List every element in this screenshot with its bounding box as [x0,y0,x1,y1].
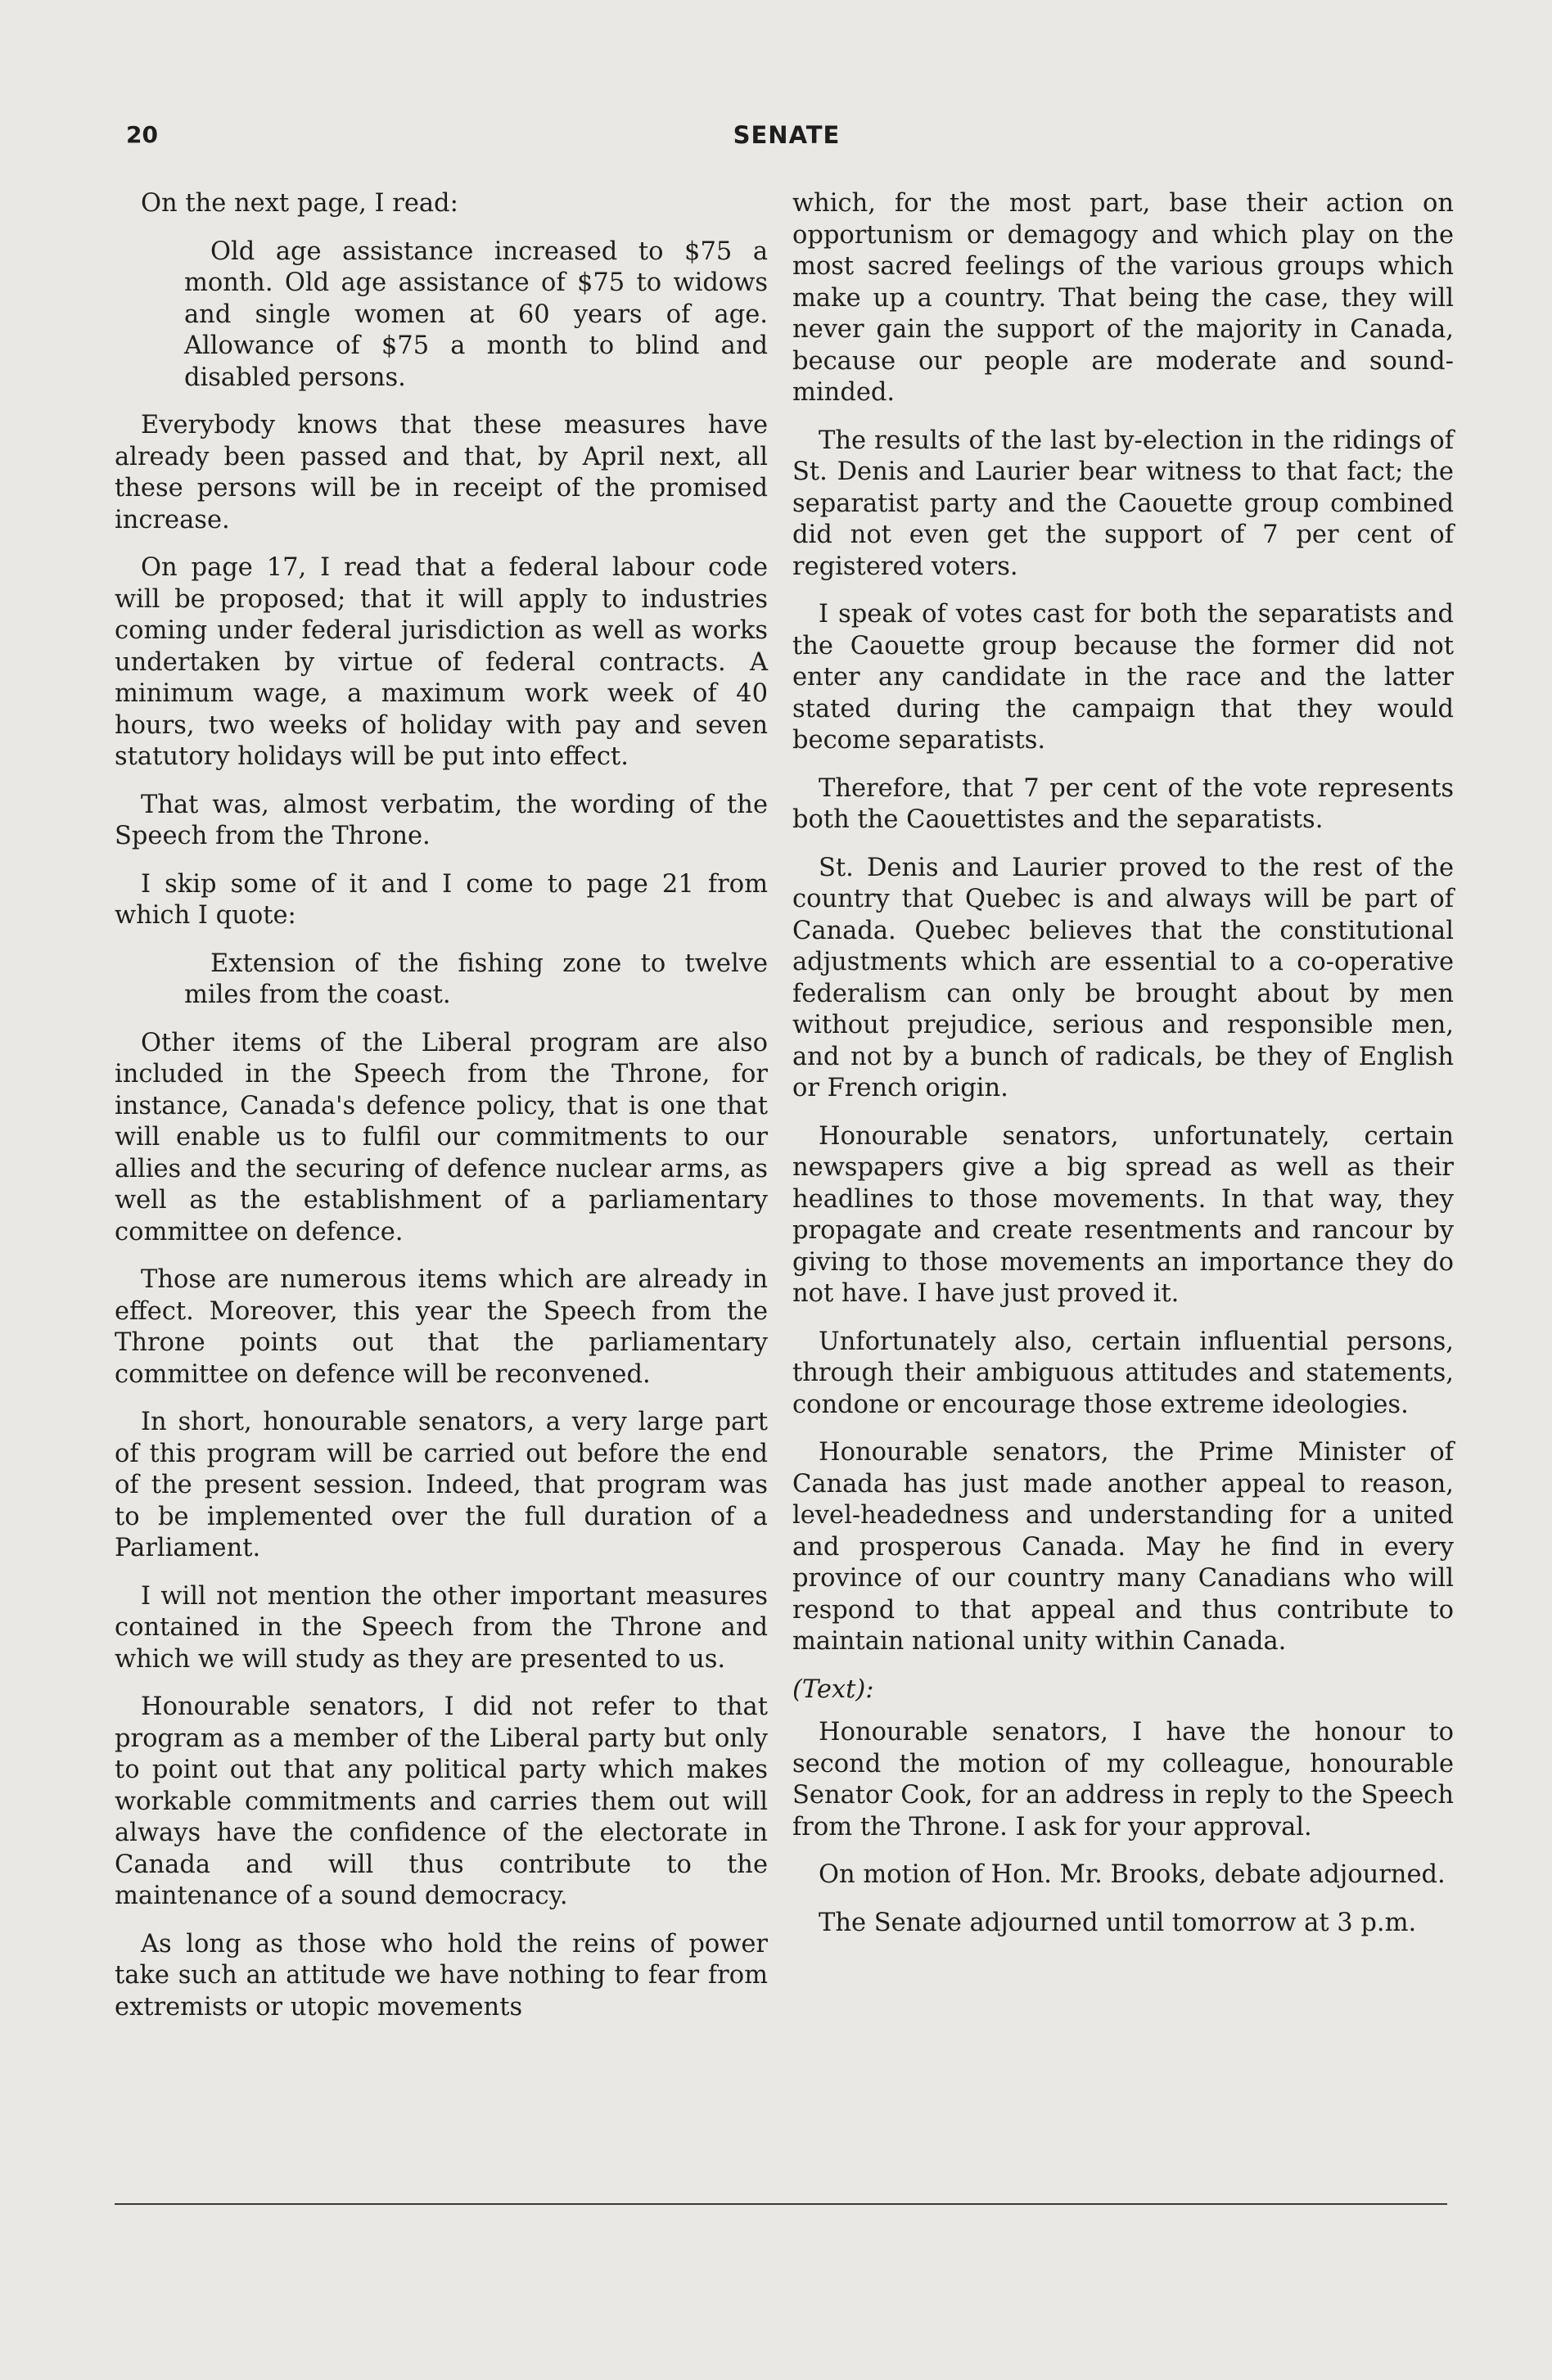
paragraph: Honourable senators, I did not refer to that program as a member of the Liberal party but only to point out that any political party which makes workable commitments and carries them out will always have the confidence of the electorate in Canada and will thus contribute to the maintenance of a sound democracy. [115,1693,768,1910]
bottom-rule [115,2203,1447,2205]
paragraph: On page 17, I read that a federal labour code will be proposed; that it will apply to industries coming under federal jurisdiction as well as works undertaken by virtue of federal contracts. A minimum wage, a maximum work week of 40 hours, two weeks of holiday with pay and seven statutory holidays will be put into effect. [115,553,768,771]
paragraph: On the next page, I read: [141,189,458,218]
paragraph: I speak of votes cast for both the separatists and the Caouette group because the former did not enter any candidate in the race and the latter stated during the campaign that they would become separatists. [792,600,1454,755]
paragraph: On motion of Hon. Mr. Brooks, debate adjourned. [819,1860,1446,1889]
paragraph: Honourable senators, I have the honour to second the motion of my colleague, honourable Senator Cook, for an address in reply to the Speech from the Throne. I ask for your approval. [792,1718,1454,1841]
paragraph: As long as those who hold the reins of power take such an attitude we have nothing to fear from extremists or utopic movements [115,1929,768,2022]
text-marker: (Text): [792,1675,874,1704]
paragraph: Everybody knows that these measures have already been passed and that, by April next, all these persons will be in receipt of the promised increase. [115,411,768,534]
block-quote: Extension of the fishing zone to twelve miles from the coast. [184,949,768,1009]
paragraph: St. Denis and Laurier proved to the rest of the country that Quebec is and always will be part of Canada. Quebec believes that the constitutional adjustments which are essential to a co-operative federalism can only be brought about by men without prejudice, serious and responsible men, and not by a bunch of radicals, be they of English or French origin. [792,853,1454,1102]
paragraph: In short, honourable senators, a very large part of this program will be carried out before the end of the present session. Indeed, that program was to be implemented over the full duration of a Parliament. [115,1408,768,1562]
page-number: 20 [126,121,158,148]
left-column [115,188,768,2040]
paragraph: Honourable senators, unfortunately, certain newspapers give a big spread as well as their headlines to those movements. In that way, they propagate and create resentments and rancour by giving to those movements an importance they do not have. I have just proved it. [792,1121,1454,1308]
paragraph: Therefore, that 7 per cent of the vote represents both the Caouettistes and the separatists. [792,773,1454,834]
paragraph: Those are numerous items which are already in effect. Moreover, this year the Speech from the Throne points out that the parliamentary committee on defence will be reconvened. [115,1265,768,1389]
paragraph: Honourable senators, the Prime Minister of Canada has just made another appeal to reason, level-headedness and understanding for a united and prosperous Canada. May he find in every province of our country many Canadians who will respond to that appeal and thus contribute to maintain national unity within Canada. [792,1438,1454,1656]
paragraph: I will not mention the other important measures contained in the Speech from the Throne and which we will study as they are presented to us. [115,1581,768,1674]
block-quote: Old age assistance increased to $75 a month. Old age assistance of $75 to widows and single women at 60 years of age. Allowance of $75 a month to blind and disabled persons. [184,237,768,392]
right-column [792,188,1454,1955]
paragraph: The Senate adjourned until tomorrow at 3 p.m. [819,1908,1417,1937]
paragraph: That was, almost verbatim, the wording of the Speech from the Throne. [115,790,768,850]
paragraph: Other items of the Liberal program are also included in the Speech from the Throne, for instance, Canada's defence policy, that is one that will enable us to fulfil our commitments to our allies and the securing of defence nuclear arms, as well as the establishment of a parliamentary committee on defence. [115,1028,768,1246]
page-header [126,121,1447,154]
paragraph: The results of the last by-election in the ridings of St. Denis and Laurier bear witness to that fact; the separatist party and the Caouette group combined did not even get the support of 7 per cent of registered voters. [792,426,1454,581]
running-head: SENATE [733,121,841,149]
paragraph-continued: which, for the most part, base their action on opportunism or demagogy and which play on the most sacred feelings of the various groups which make up a country. That being the case, they will never gain the support of the majority in Canada, because our people are moderate and sound-minded. [792,189,1454,407]
paragraph: I skip some of it and I come to page 21 from which I quote: [115,869,768,930]
paragraph: Unfortunately also, certain influential persons, through their ambiguous attitudes and statements, condone or encourage those extreme ideologies. [792,1327,1454,1419]
